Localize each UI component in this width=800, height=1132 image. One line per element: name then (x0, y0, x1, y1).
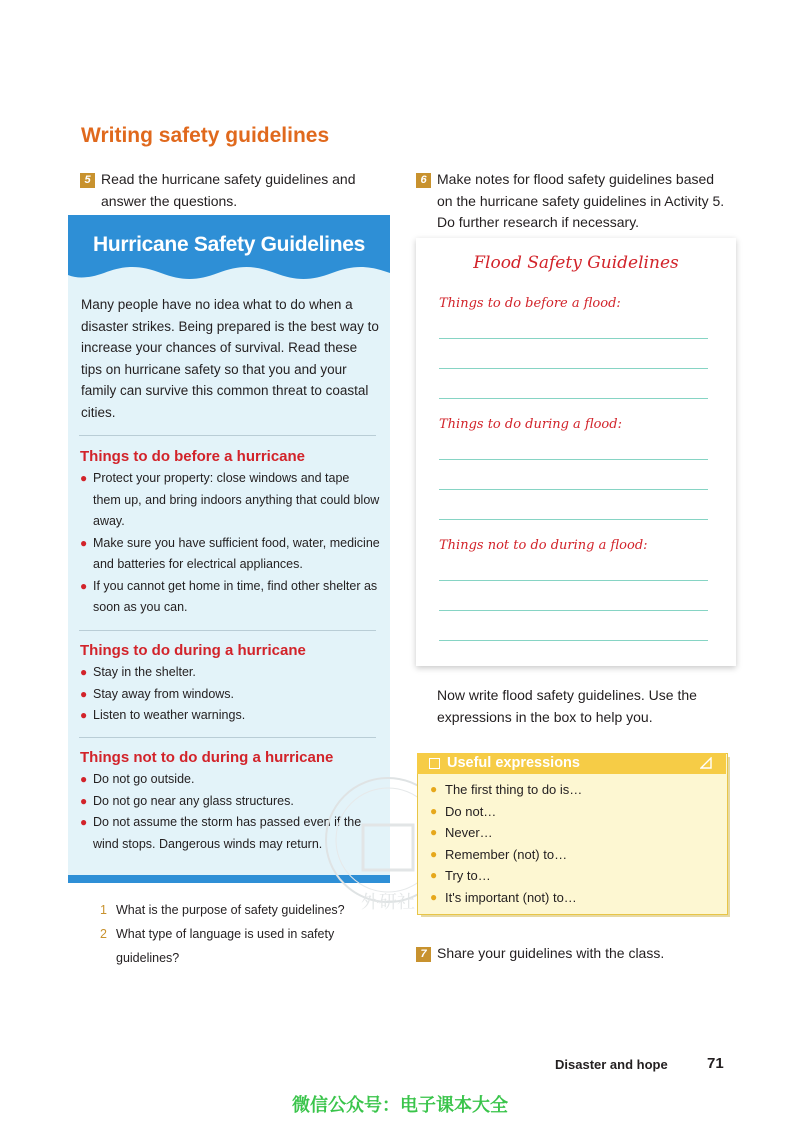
write-instruction (437, 685, 697, 728)
bullet-icon: ● (80, 772, 88, 786)
list-item (80, 468, 380, 533)
bullet-icon: ● (430, 846, 438, 861)
stamp-text: 外研社 (361, 892, 415, 913)
list-item-text: If you cannot get home in time, find other shelter as soon as you can. (93, 578, 378, 614)
divider (79, 630, 376, 631)
list-item (430, 844, 720, 866)
activity-5-line-2: answer the questions. (101, 192, 238, 209)
bullet-icon: ● (80, 665, 88, 679)
section-heading-before: Things to do before a hurricane (80, 448, 306, 465)
question-item (100, 922, 360, 970)
useful-expressions-list (430, 779, 720, 909)
section-title: Writing safety guidelines (81, 124, 330, 147)
list-item-text: Try to… (445, 868, 491, 884)
list-item (430, 865, 720, 887)
question-number: 1 (100, 903, 107, 917)
bullet-icon: ● (80, 535, 88, 550)
list-item-text: Do not go near any glass structures. (93, 793, 294, 808)
bullet-icon: ● (80, 578, 88, 593)
flood-label-during: Things to do during a flood: (439, 417, 622, 432)
question-text: What type of language is used in safety guidelines? (116, 927, 335, 965)
bullet-icon: ● (430, 803, 438, 818)
divider (79, 435, 376, 436)
before-list (80, 468, 380, 619)
writing-line[interactable] (439, 368, 708, 369)
bullet-icon: ● (430, 825, 438, 840)
checkbox-icon (429, 758, 440, 769)
divider (79, 737, 376, 738)
flood-title: Flood Safety Guidelines (473, 253, 679, 273)
activity-5-number: 5 (80, 173, 95, 188)
write-instruction-line-2: expressions in the box to help you. (437, 708, 653, 725)
activity-6-line-2: on the hurricane safety guidelines in Activity 5. (437, 192, 725, 209)
writing-line[interactable] (439, 489, 708, 490)
list-item-text: Stay in the shelter. (93, 665, 196, 679)
bullet-icon: ● (80, 815, 88, 829)
list-item-text: Do not go outside. (93, 772, 195, 786)
hurricane-intro: Many people have no idea what to do when a disaster strikes. Being prepared is the best way to increase your chances of survival. Read these tips on hurricane safety so that you and your family can survive this common threat to coastal cities. (81, 297, 379, 420)
bullet-icon: ● (80, 708, 88, 722)
list-item (430, 779, 720, 801)
list-item-text: The first thing to do is… (445, 782, 583, 797)
list-item (80, 533, 380, 576)
list-item-text: Do not assume the storm has passed even if the wind stops. Dangerous winds may return. (93, 815, 362, 851)
activity-7-number: 7 (416, 947, 431, 962)
list-item (430, 801, 720, 823)
activity-5-line-1: Read the hurricane safety guidelines and (101, 171, 356, 187)
list-item (430, 822, 720, 844)
writing-line[interactable] (439, 398, 708, 399)
corner-triangle-icon (700, 757, 712, 769)
list-item-text: Protect your property: close windows and tape them up, and bring indoors anything that could blow away. (93, 471, 380, 528)
list-item (80, 662, 380, 684)
useful-expressions-title: Useful expressions (447, 755, 580, 771)
section-heading-not: Things not to do during a hurricane (80, 749, 334, 766)
list-item-text: Listen to weather warnings. (93, 708, 246, 722)
bullet-icon: ● (80, 793, 88, 808)
list-item-text: Do not… (445, 803, 497, 819)
bullet-icon: ● (430, 889, 438, 904)
list-item-text: Make sure you have sufficient food, water, medicine and batteries for electrical appliances. (93, 535, 380, 571)
page-number: 71 (707, 1055, 724, 1072)
bullet-icon: ● (430, 868, 438, 883)
writing-line[interactable] (439, 640, 708, 641)
writing-line[interactable] (439, 519, 708, 520)
activity-7-instruction: Share your guidelines with the class. (437, 945, 665, 961)
activity-6-number: 6 (416, 173, 431, 188)
flood-label-not: Things not to do during a flood: (439, 538, 648, 553)
list-item (430, 887, 720, 909)
list-item (80, 684, 380, 706)
activity-6-instruction (437, 169, 724, 234)
activity-5-instruction (101, 169, 356, 212)
bullet-icon: ● (80, 471, 88, 485)
list-item-text: Stay away from windows. (93, 686, 235, 701)
hurricane-title: Hurricane Safety Guidelines (93, 233, 365, 256)
section-heading-during: Things to do during a hurricane (80, 642, 306, 659)
writing-line[interactable] (439, 459, 708, 460)
question-number: 2 (100, 927, 107, 941)
write-instruction-line-1: Now write flood safety guidelines. Use the (437, 687, 697, 703)
watermark-text: 微信公众号：电子课本大全 (292, 1095, 508, 1115)
writing-line[interactable] (439, 338, 708, 339)
activity-6-line-3: Do further research if necessary. (437, 214, 640, 230)
flood-label-before: Things to do before a flood: (439, 296, 621, 311)
bullet-icon: ● (430, 782, 438, 796)
list-item-text: Never… (445, 825, 493, 841)
writing-line[interactable] (439, 610, 708, 611)
footer-unit-title: Disaster and hope (555, 1057, 668, 1072)
list-item (80, 576, 380, 619)
list-item-text: It's important (not) to… (445, 889, 577, 905)
question-text: What is the purpose of safety guidelines? (116, 903, 345, 917)
during-list (80, 662, 380, 727)
list-item-text: Remember (not) to… (445, 846, 568, 862)
list-item (80, 705, 380, 727)
activity-6-line-1: Make notes for flood safety guidelines based (437, 171, 715, 187)
bullet-icon: ● (80, 686, 88, 701)
writing-line[interactable] (439, 580, 708, 581)
